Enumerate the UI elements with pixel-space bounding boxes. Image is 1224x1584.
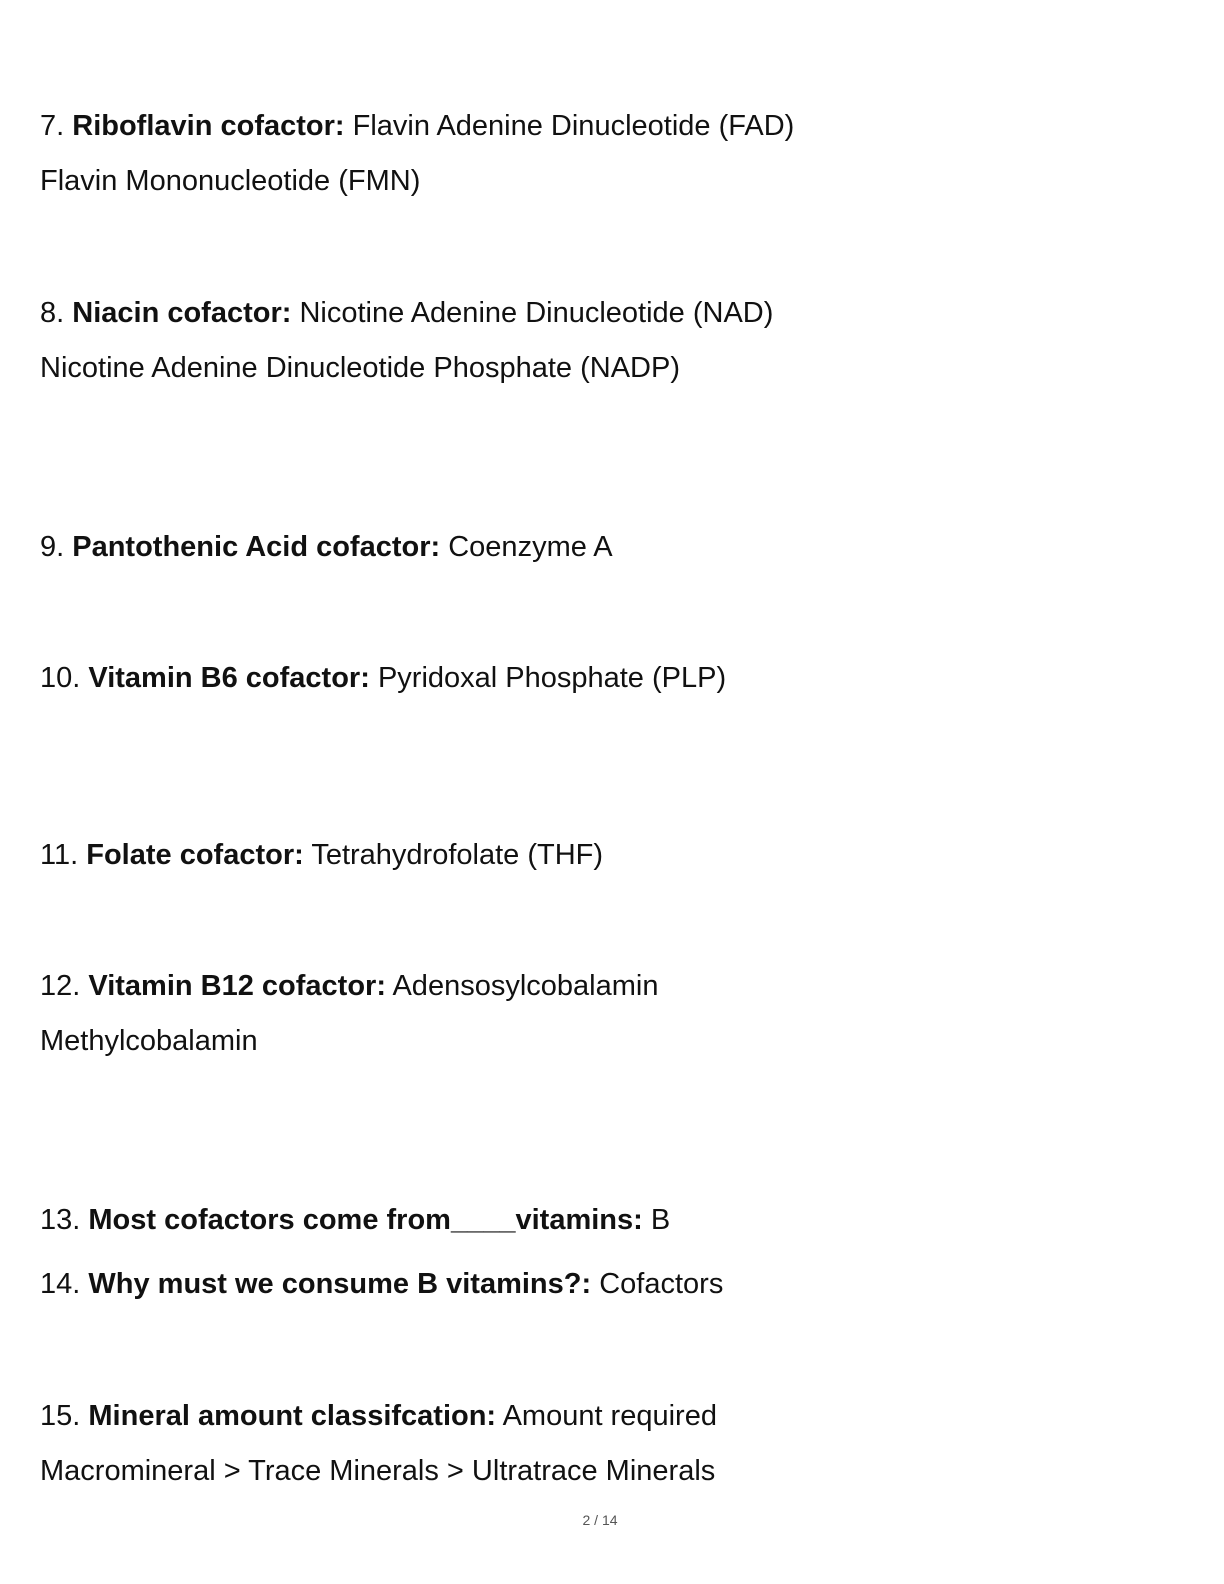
answer-text: Adensosylcobalamin (392, 970, 659, 1002)
question-number: 11. (40, 839, 79, 871)
question-7 (40, 109, 794, 143)
question-13 (40, 1203, 670, 1237)
answer-text: Pyridoxal Phosphate (PLP) (377, 662, 727, 694)
question-number: 13. (40, 1204, 81, 1236)
question-number: 7. (40, 110, 65, 142)
question-label: Pantothenic Acid cofactor: (72, 531, 441, 563)
question-label: Vitamin B12 cofactor: (88, 970, 386, 1002)
question-label: Niacin cofactor: (72, 297, 292, 329)
question-label: Vitamin B6 cofactor: (88, 662, 370, 694)
question-number: 9. (40, 531, 65, 563)
answer-text: Coenzyme A (448, 531, 613, 563)
answer-text: Flavin Adenine Dinucleotide (FAD) (352, 110, 795, 142)
answer-text: Tetrahydrofolate (THF) (311, 839, 604, 871)
question-number: 14. (40, 1268, 81, 1300)
question-label: Riboflavin cofactor: (72, 110, 345, 142)
question-label: Why must we consume B vitamins?: (88, 1268, 592, 1300)
question-number: 15. (40, 1400, 81, 1432)
question-label: Mineral amount classifcation: (88, 1400, 497, 1432)
answer-continuation: Nicotine Adenine Dinucleotide Phosphate (NADP) (40, 352, 680, 384)
page-number: 2 / 14 (582, 1512, 618, 1528)
answer-text: B (650, 1204, 671, 1236)
answer-continuation: Methylcobalamin (40, 1025, 258, 1057)
answer-text: Cofactors (599, 1268, 724, 1300)
question-15 (40, 1399, 717, 1433)
question-number: 12. (40, 970, 81, 1002)
answer-text: Nicotine Adenine Dinucleotide (NAD) (299, 297, 774, 329)
question-number: 10. (40, 662, 81, 694)
question-number: 8. (40, 297, 65, 329)
answer-continuation: Flavin Mononucleotide (FMN) (40, 165, 421, 197)
question-label: Folate cofactor: (86, 839, 304, 871)
question-11 (40, 838, 603, 872)
answer-continuation: Macromineral > Trace Minerals > Ultratrace Minerals (40, 1455, 716, 1487)
answer-text: Amount required (502, 1400, 717, 1432)
question-label: Most cofactors come from____vitamins: (88, 1204, 643, 1236)
question-10 (40, 661, 726, 695)
question-12 (40, 969, 658, 1003)
question-14 (40, 1267, 723, 1301)
question-9 (40, 530, 613, 564)
question-8 (40, 296, 773, 330)
